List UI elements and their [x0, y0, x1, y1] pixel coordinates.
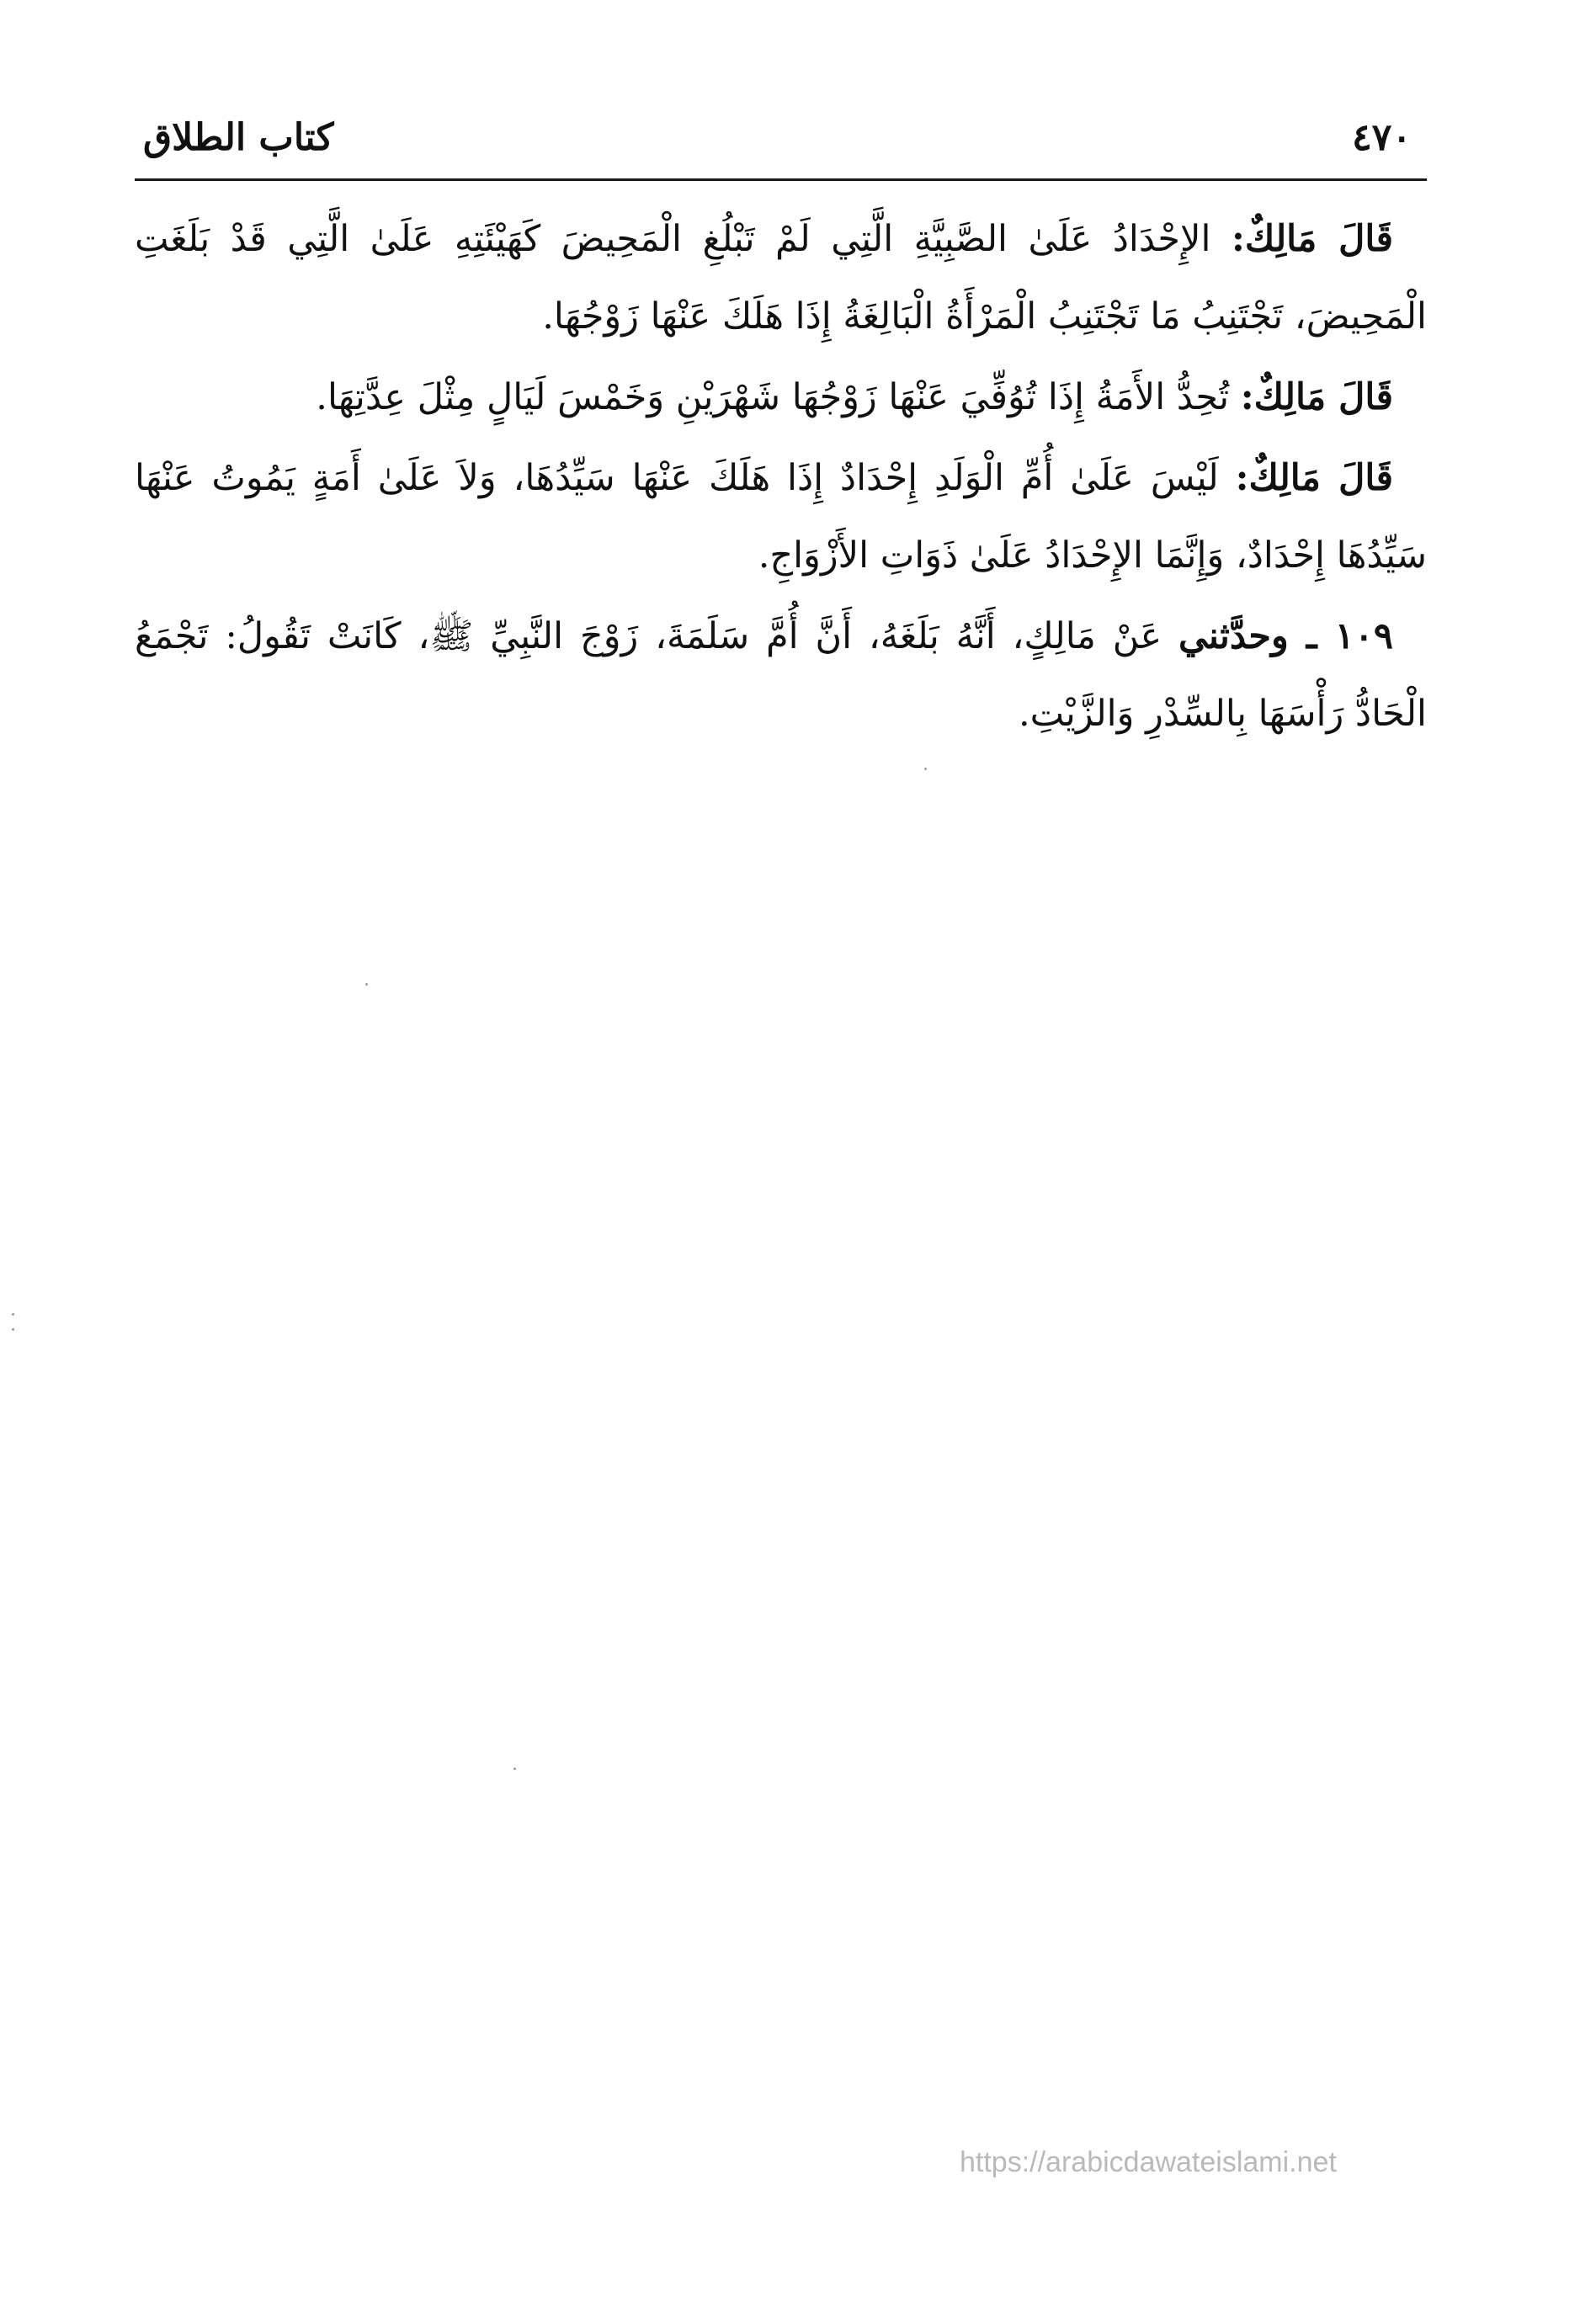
paragraph-4	[135, 598, 1427, 752]
paragraph-lead: قَالَ مَالِكٌ:	[1240, 376, 1393, 418]
paragraph-text: الإِحْدَادُ عَلَىٰ الصَّبِيَّةِ الَّتِي لَمْ تَبْلُغِ الْمَحِيضَ كَهَيْئَتِهِ عَلَىٰ الَّتِي قَدْ بَلَغَتِ الْمَحِيضَ، تَجْتَنِبُ مَا تَجْتَنِبُ الْمَرْأَةُ الْبَالِغَةُ إِذَا هَلَكَ عَنْهَا زَوْجُهَا.	[135, 218, 1427, 338]
scan-speck	[365, 983, 368, 986]
paragraph-text: لَيْسَ عَلَىٰ أُمِّ الْوَلَدِ إِحْدَادٌ إِذَا هَلَكَ عَنْهَا سَيِّدُهَا، وَلاَ عَلَىٰ أَمَةٍ يَمُوتُ عَنْهَا سَيِّدُهَا إِحْدَادٌ، وَإِنَّمَا الإِحْدَادُ عَلَىٰ ذَوَاتِ الأَزْوَاجِ.	[135, 457, 1427, 577]
header-rule	[135, 178, 1427, 181]
paragraph-lead: قَالَ مَالِكٌ:	[1231, 218, 1394, 260]
paragraph-lead: ١٠٩ ـ وحدَّثني	[1178, 615, 1393, 657]
paragraph-3	[135, 439, 1427, 594]
scan-speck	[513, 1768, 516, 1770]
paragraph-lead: قَالَ مَالِكٌ:	[1235, 457, 1394, 499]
paragraph-text: عَنْ مَالِكٍ، أَنَّهُ بَلَغَهُ، أَنَّ أُمَّ سَلَمَةَ، زَوْجَ النَّبِيِّ ﷺ، كَانَتْ تَقُولُ: تَجْمَعُ الْحَادُّ رَأْسَهَا بِالسِّدْرِ وَالزَّيْتِ.	[135, 615, 1427, 735]
page-body	[135, 200, 1427, 756]
watermark-url: https://arabicdawateislami.net	[960, 2146, 1337, 2178]
scan-speck	[12, 1313, 14, 1316]
page-header	[135, 109, 1427, 177]
paragraph-1	[135, 200, 1427, 355]
paragraph-text: تُحِدُّ الأَمَةُ إِذَا تُوُفِّيَ عَنْهَا زَوْجُهَا شَهْرَيْنِ وَخَمْسَ لَيَالٍ مِثْلَ عِدَّتِهَا.	[316, 376, 1241, 418]
scan-speck	[924, 768, 927, 770]
scan-speck	[12, 1328, 14, 1331]
book-title: كتاب الطلاق	[143, 116, 334, 159]
page-number: ٤٧٠	[1352, 116, 1412, 159]
paragraph-2	[135, 359, 1427, 436]
